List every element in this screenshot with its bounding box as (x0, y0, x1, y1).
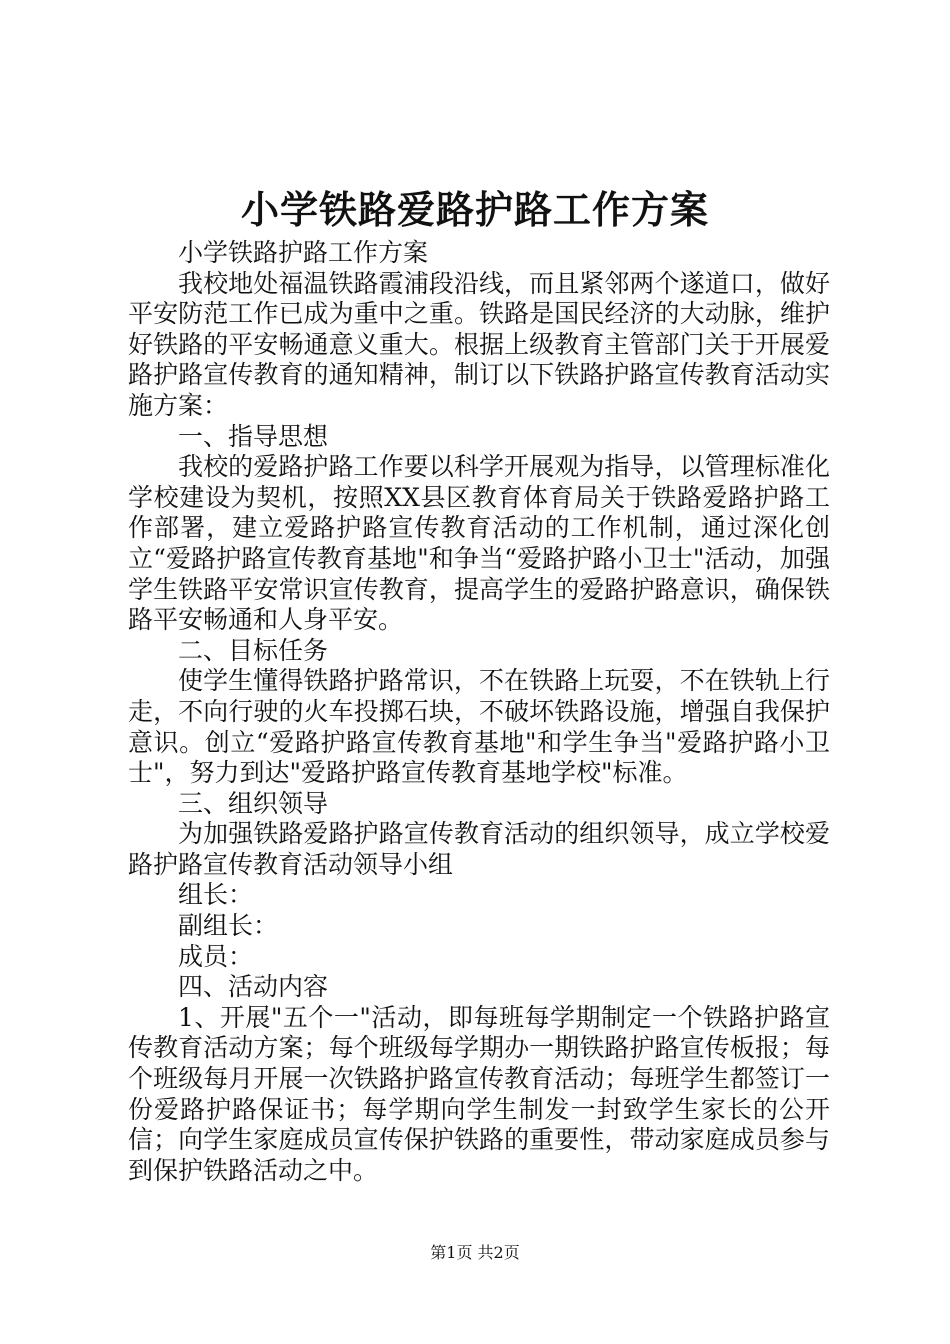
deputy-leader-line: 副组长： (178, 911, 279, 941)
paragraph-activities: 1、开展"五个一"活动，即每班每学期制定一个铁路护路宣传教育活动方案；每个班级每学期办一期铁路护路宣传板报；每个班级每月开展一次铁路护路宣传教育活动；每班学生都签订一份爱路护路保证书；每学期向学生制发一封致学生家长的公开信；向学生家庭成员宣传保护铁路的重要性，带动家庭成员参与到保护铁路活动之中。 (128, 1002, 830, 1185)
heading-organization: 三、组织领导 (178, 788, 329, 818)
document-body (128, 238, 830, 1186)
paragraph-organization: 为加强铁路爱路护路宣传教育活动的组织领导，成立学校爱路护路宣传教育活动领导小组 (128, 819, 830, 879)
heading-goals-tasks: 二、目标任务 (178, 635, 329, 665)
document-title: 小学铁路爱路护路工作方案 (240, 187, 709, 232)
heading-guiding-ideology: 一、指导思想 (178, 421, 329, 451)
heading-activities: 四、活动内容 (178, 972, 329, 1002)
page-footer: 第1页 共2页 (430, 1243, 520, 1262)
paragraph-subtitle: 小学铁路护路工作方案 (178, 238, 429, 267)
paragraph-intro: 我校地处福温铁路霞浦段沿线，而且紧邻两个遂道口，做好平安防范工作已成为重中之重。铁路是国民经济的大动脉，维护好铁路的平安畅通意义重大。根据上级教育主管部门关于开展爱路护路宣传教育的通知精神，制订以下铁路护路宣传教育活动实施方案： (128, 268, 830, 420)
members-line: 成员： (178, 941, 254, 971)
paragraph-goals-tasks: 使学生懂得铁路护路常识，不在铁路上玩耍，不在铁轨上行走，不向行驶的火车投掷石块，不破坏铁路设施，增强自我保护意识。创立“爱路护路宣传教育基地"和学生争当"爱路护路小卫士"，努力到达"爱路护路宣传教育基地学校"标准。 (128, 666, 830, 788)
group-leader-line: 组长： (178, 880, 254, 910)
paragraph-guiding-ideology: 我校的爱路护路工作要以科学开展观为指导，以管理标准化学校建设为契机，按照XX县区教育体育局关于铁路爱路护路工作部署，建立爱路护路宣传教育活动的工作机制，通过深化创立“爱路护路宣传教育基地"和争当“爱路护路小卫士"活动，加强学生铁路平安常识宣传教育，提高学生的爱路护路意识，确保铁路平安畅通和人身平安。 (128, 452, 830, 635)
